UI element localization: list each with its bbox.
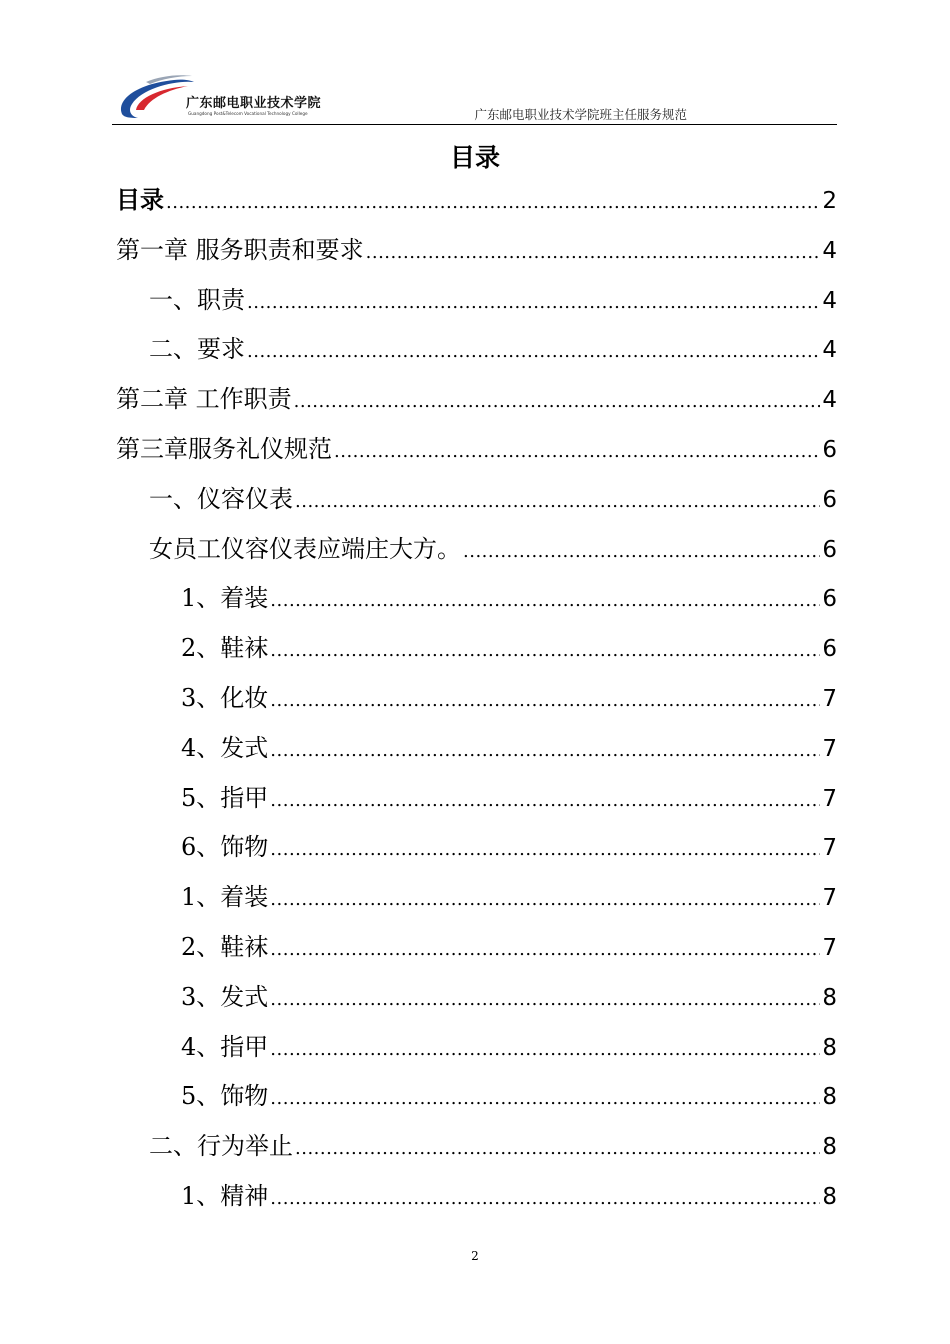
toc-entry[interactable] — [116, 329, 837, 379]
toc-dot-leader — [270, 640, 820, 661]
toc-dot-leader — [334, 441, 820, 462]
toc-entry-label: 1、精神 — [181, 1181, 269, 1210]
toc-dot-leader — [295, 1138, 820, 1159]
toc-dot-leader — [270, 590, 820, 611]
toc-dot-leader — [366, 242, 821, 263]
toc-entry[interactable] — [116, 1076, 837, 1126]
toc-entry-page: 7 — [822, 835, 837, 862]
toc-dot-leader — [294, 391, 821, 412]
toc-entry-label: 1、着装 — [181, 883, 269, 912]
toc-entry-page: 6 — [822, 586, 837, 613]
toc-entry-label: 4、发式 — [181, 733, 269, 762]
toc-entry-label: 第一章 服务职责和要求 — [116, 235, 364, 264]
toc-dot-leader — [270, 939, 820, 960]
toc-dot-leader — [247, 292, 820, 313]
toc-dot-leader — [270, 790, 820, 811]
toc-entry[interactable] — [116, 927, 837, 977]
toc-entry[interactable] — [116, 230, 837, 280]
toc-entry-label: 二、行为举止 — [149, 1132, 293, 1161]
toc-entry-label: 6、饰物 — [181, 833, 269, 862]
toc-entry-page: 8 — [822, 984, 837, 1011]
toc-entry-label: 5、饰物 — [181, 1082, 269, 1111]
toc-entry[interactable] — [116, 628, 837, 678]
toc-dot-leader — [295, 491, 820, 512]
toc-dot-leader — [270, 989, 820, 1010]
toc-entry[interactable] — [116, 1027, 837, 1077]
toc-entry[interactable] — [116, 429, 837, 479]
toc-entry-page: 6 — [822, 486, 837, 513]
toc-entry-label: 第二章 工作职责 — [116, 385, 292, 414]
toc-entry-page: 8 — [822, 1183, 837, 1210]
toc-entry-label: 5、指甲 — [181, 783, 269, 812]
toc-dot-leader — [247, 341, 820, 362]
toc-dot-leader — [270, 740, 820, 761]
logo-swoosh-icon — [116, 70, 196, 122]
toc-dot-leader — [270, 839, 820, 860]
toc-entry-label: 目录 — [116, 186, 164, 214]
toc-entry-page: 4 — [822, 387, 837, 414]
toc-entry-page: 6 — [822, 636, 837, 663]
toc-entry[interactable] — [116, 180, 837, 230]
toc-dot-leader — [270, 1039, 820, 1060]
toc-dot-leader — [166, 192, 820, 213]
toc-entry-label: 3、发式 — [181, 982, 269, 1011]
toc-entry-label: 一、职责 — [149, 285, 245, 314]
toc-entry[interactable] — [116, 1176, 837, 1226]
toc-entry-label: 二、要求 — [149, 335, 245, 364]
toc-entry[interactable] — [116, 977, 837, 1027]
toc-entry-page: 7 — [822, 885, 837, 912]
toc-entry-page: 7 — [822, 735, 837, 762]
toc-entry-page: 8 — [822, 1084, 837, 1111]
toc-entry-label: 4、指甲 — [181, 1032, 269, 1061]
toc-dot-leader — [270, 690, 820, 711]
toc-entry[interactable] — [116, 877, 837, 927]
toc-entry[interactable] — [116, 1126, 837, 1176]
logo-chinese-name: 广东邮电职业技术学院 — [186, 96, 322, 111]
toc-entry-label: 2、鞋袜 — [181, 634, 269, 663]
toc-entry-label: 一、仪容仪表 — [149, 484, 293, 513]
toc-entry-label: 1、着装 — [181, 584, 269, 613]
toc-entry-label: 2、鞋袜 — [181, 932, 269, 961]
toc-entry[interactable] — [116, 379, 837, 429]
page-number: 2 — [471, 1249, 479, 1263]
toc-entry[interactable] — [116, 678, 837, 728]
toc-entry-page: 2 — [822, 188, 837, 214]
header-title: 广东邮电职业技术学院班主任服务规范 — [474, 107, 687, 122]
toc-entry-page: 4 — [822, 287, 837, 314]
toc-entry[interactable] — [116, 578, 837, 628]
toc-heading: 目录 — [449, 143, 500, 172]
toc-dot-leader — [463, 541, 820, 562]
college-logo — [116, 70, 322, 122]
toc-entry-page: 8 — [822, 1134, 837, 1161]
toc-entry[interactable] — [116, 479, 837, 529]
toc-entry-page: 6 — [822, 536, 837, 563]
toc-entry-page: 4 — [822, 337, 837, 364]
toc-dot-leader — [270, 1188, 820, 1209]
toc-entry-label: 第三章服务礼仪规范 — [116, 434, 332, 463]
toc-entry[interactable] — [116, 280, 837, 330]
toc-entry-label: 3、化妆 — [181, 683, 269, 712]
toc-entry-page: 4 — [822, 237, 837, 264]
table-of-contents — [116, 180, 837, 1226]
toc-dot-leader — [270, 1088, 820, 1109]
toc-dot-leader — [270, 889, 820, 910]
toc-entry-page: 6 — [822, 436, 837, 463]
toc-entry[interactable] — [116, 778, 837, 828]
page-header — [112, 66, 837, 125]
toc-entry-page: 7 — [822, 785, 837, 812]
logo-english-name: Guangdong Post&Telecom Vocational Technology College — [188, 111, 308, 116]
toc-entry-label: 女员工仪容仪表应端庄大方。 — [149, 534, 461, 563]
toc-entry[interactable] — [116, 827, 837, 877]
toc-entry[interactable] — [116, 728, 837, 778]
toc-entry[interactable] — [116, 529, 837, 579]
toc-entry-page: 8 — [822, 1034, 837, 1061]
toc-entry-page: 7 — [822, 685, 837, 712]
toc-entry-page: 7 — [822, 934, 837, 961]
